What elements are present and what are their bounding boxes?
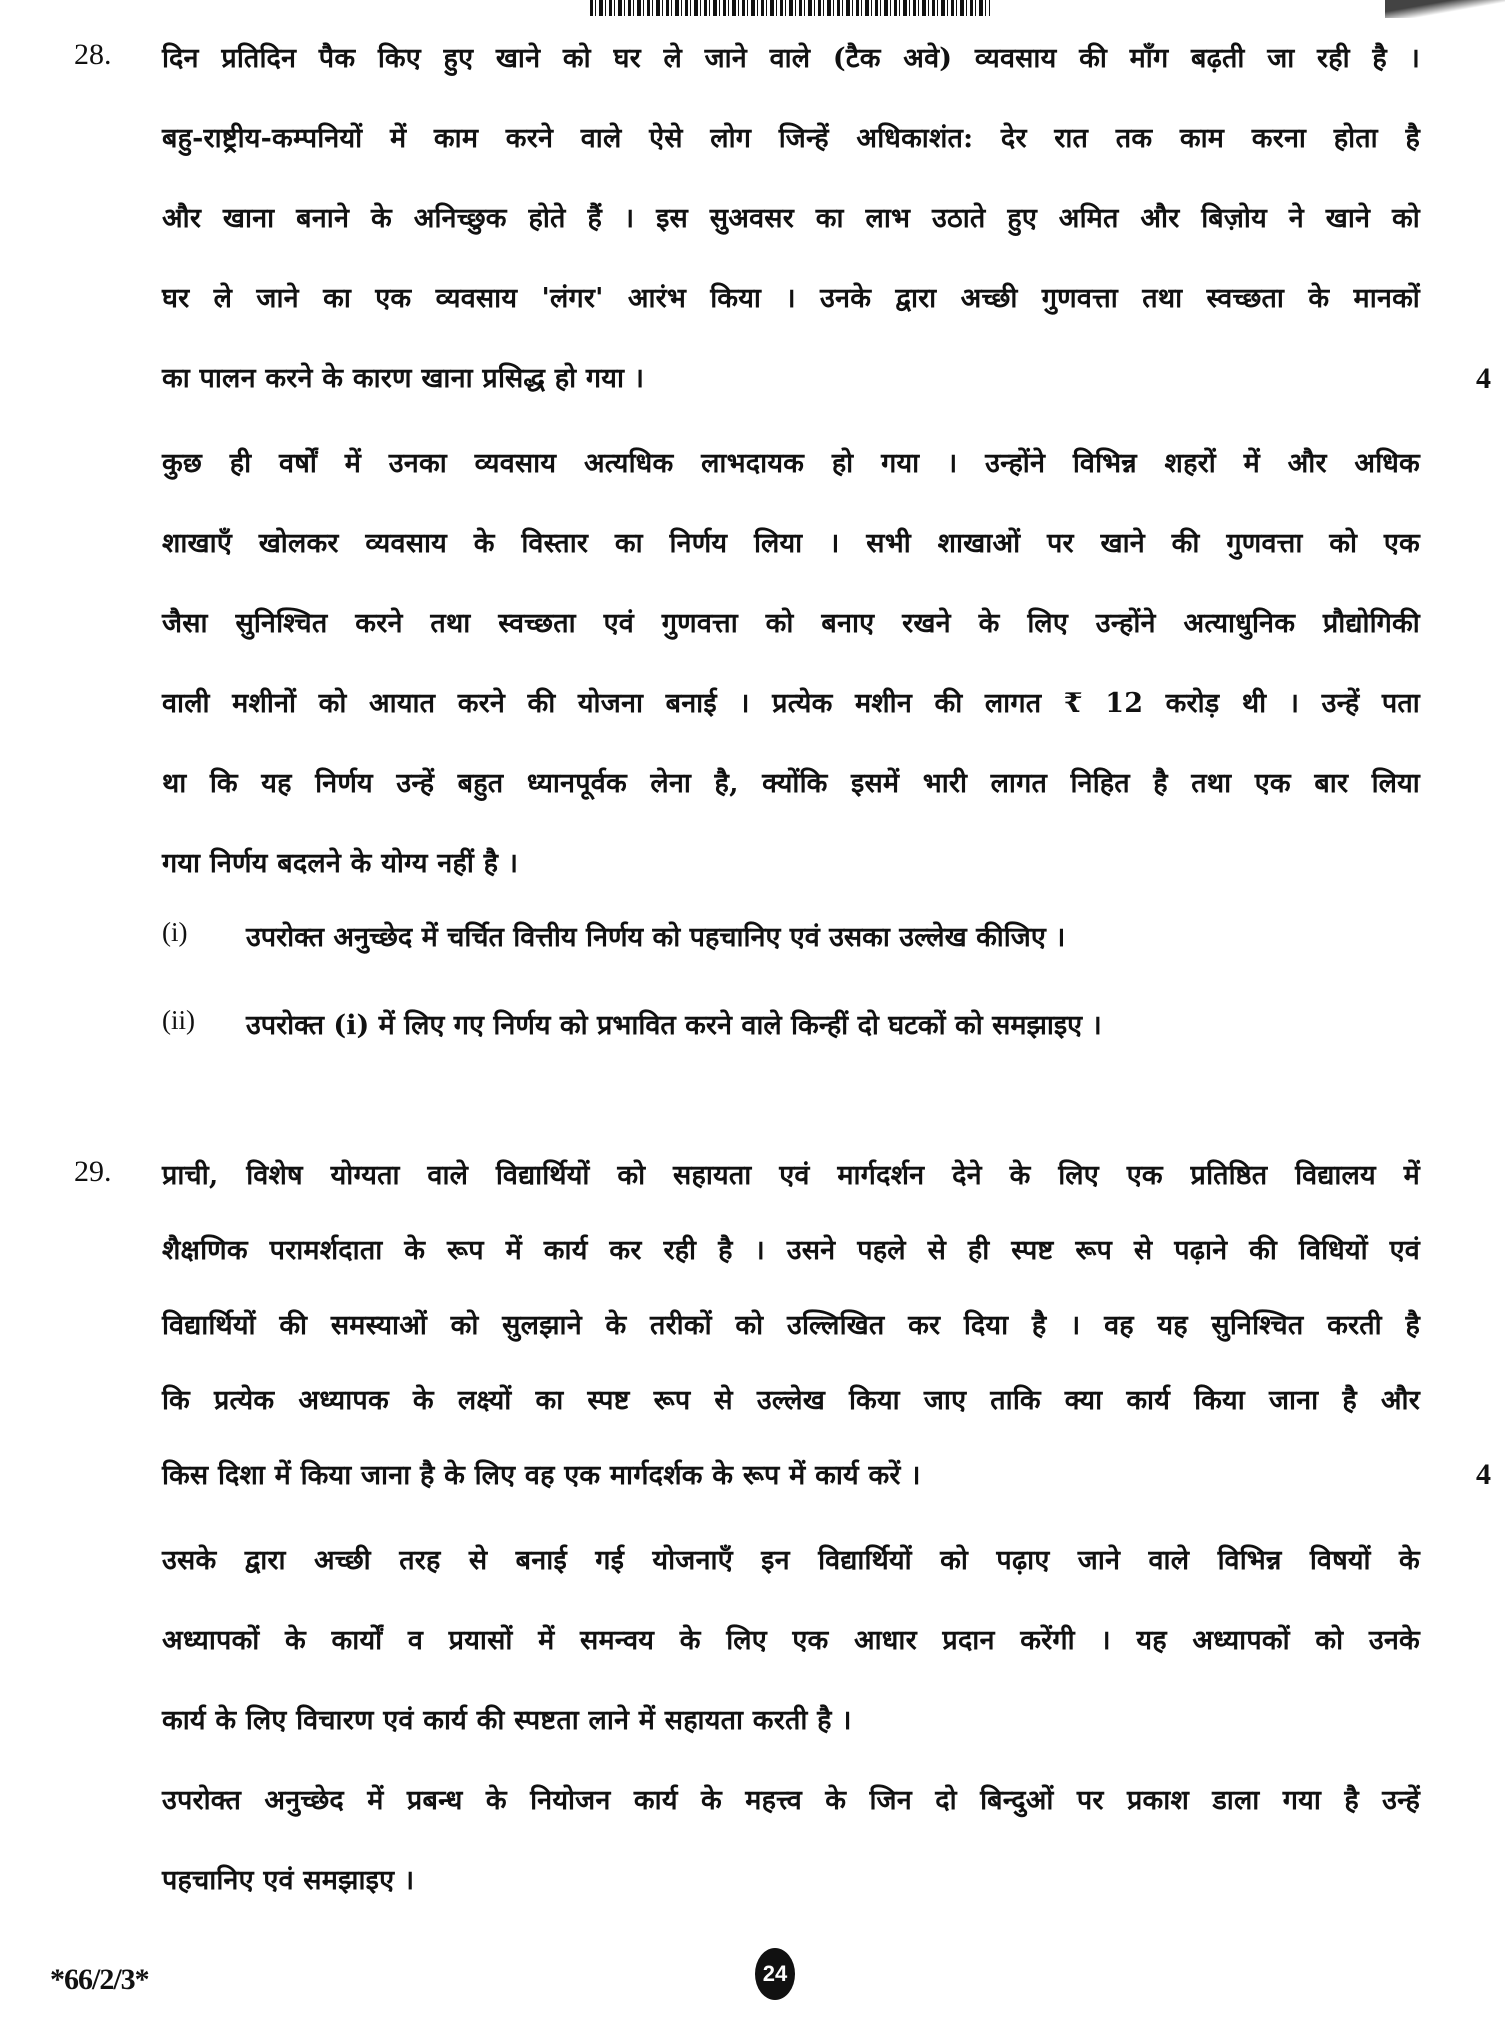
barcode bbox=[590, 0, 990, 16]
sub-question-label: (i) bbox=[162, 917, 188, 947]
question-number: 29. bbox=[74, 1155, 112, 1188]
sub-question-label: (ii) bbox=[162, 1005, 195, 1035]
text-line: कार्य के लिए विचारण एवं कार्य की स्पष्टता लाने में सहायता करती है । bbox=[162, 1705, 852, 1736]
text-line: बहु-राष्ट्रीय-कम्पनियों में काम करने वाले ऐसे लोग जिन्हें अधिकाशंत: देर रात तक काम करना होता है bbox=[162, 123, 1420, 154]
paper-code: *66/2/3* bbox=[50, 1963, 149, 1996]
sub-question-text: उपरोक्त (i) में लिए गए निर्णय को प्रभावित करने वाले किन्हीं दो घटकों को समझाइए । bbox=[246, 1010, 1102, 1041]
text-line: वाली मशीनों को आयात करने की योजना बनाई । प्रत्येक मशीन की लागत ₹ 12 करोड़ थी । उन्हें पता bbox=[162, 688, 1420, 719]
text-line: था कि यह निर्णय उन्हें बहुत ध्यानपूर्वक लेना है, क्योंकि इसमें भारी लागत निहित है तथा एक बार लिया bbox=[162, 768, 1420, 799]
text-line: शाखाएँ खोलकर व्यवसाय के विस्तार का निर्णय लिया । सभी शाखाओं पर खाने की गुणवत्ता को एक bbox=[162, 528, 1420, 559]
text-line: कुछ ही वर्षों में उनका व्यवसाय अत्यधिक लाभदायक हो गया । उन्होंने विभिन्न शहरों में और अधिक bbox=[162, 448, 1420, 479]
page-number: 24 bbox=[762, 1961, 788, 1986]
text-line: शैक्षणिक परामर्शदाता के रूप में कार्य कर रही है । उसने पहले से ही स्पष्ट रूप से पढ़ाने की विधियों एवं bbox=[162, 1235, 1420, 1266]
text-line: उपरोक्त अनुच्छेद में प्रबन्ध के नियोजन कार्य के महत्त्व के जिन दो बिन्दुओं पर प्रकाश डाला गया है उन्हें bbox=[162, 1785, 1420, 1816]
marks: 4 bbox=[1476, 362, 1491, 395]
text-line: प्राची, विशेष योग्यता वाले विद्यार्थियों को सहायता एवं मार्गदर्शन देने के लिए एक प्रतिष्ठित विद्यालय में bbox=[162, 1160, 1420, 1191]
text-line: किस दिशा में किया जाना है के लिए वह एक मार्गदर्शक के रूप में कार्य करें । bbox=[162, 1460, 921, 1491]
text-line: कि प्रत्येक अध्यापक के लक्ष्यों का स्पष्ट रूप से उल्लेख किया जाए ताकि क्या कार्य किया जाना है और bbox=[162, 1385, 1420, 1416]
text-line: का पालन करने के कारण खाना प्रसिद्ध हो गया । bbox=[162, 363, 645, 394]
sub-question-text: उपरोक्त अनुच्छेद में चर्चित वित्तीय निर्णय को पहचानिए एवं उसका उल्लेख कीजिए । bbox=[246, 922, 1066, 953]
text-line: पहचानिए एवं समझाइए । bbox=[162, 1865, 415, 1896]
text-line: दिन प्रतिदिन पैक किए हुए खाने को घर ले जाने वाले (टैक अवे) व्यवसाय की माँग बढ़ती जा रही है । bbox=[162, 43, 1420, 74]
text-line: गया निर्णय बदलने के योग्य नहीं है । bbox=[162, 848, 519, 879]
question-number: 28. bbox=[74, 38, 112, 71]
text-line: जैसा सुनिश्चित करने तथा स्वच्छता एवं गुणवत्ता को बनाए रखने के लिए उन्होंने अत्याधुनिक प्रौद्योगिकी bbox=[162, 608, 1420, 639]
page-number-badge bbox=[755, 1948, 795, 2000]
text-line: अध्यापकों के कार्यों व प्रयासों में समन्वय के लिए एक आधार प्रदान करेंगी । यह अध्यापकों को उनके bbox=[162, 1625, 1420, 1656]
scan-shadow bbox=[1385, 0, 1505, 18]
text-line: विद्यार्थियों की समस्याओं को सुलझाने के तरीकों को उल्लिखित कर दिया है । वह यह सुनिश्चित करती है bbox=[162, 1310, 1420, 1341]
text-line: और खाना बनाने के अनिच्छुक होते हैं । इस सुअवसर का लाभ उठाते हुए अमित और बिज़ोय ने खाने को bbox=[162, 203, 1420, 234]
text-line: घर ले जाने का एक व्यवसाय 'लंगर' आरंभ किया । उनके द्वारा अच्छी गुणवत्ता तथा स्वच्छता के मानकों bbox=[162, 283, 1420, 314]
marks: 4 bbox=[1476, 1458, 1491, 1491]
text-line: उसके द्वारा अच्छी तरह से बनाई गई योजनाएँ इन विद्यार्थियों को पढ़ाए जाने वाले विभिन्न विषयों के bbox=[162, 1545, 1420, 1576]
